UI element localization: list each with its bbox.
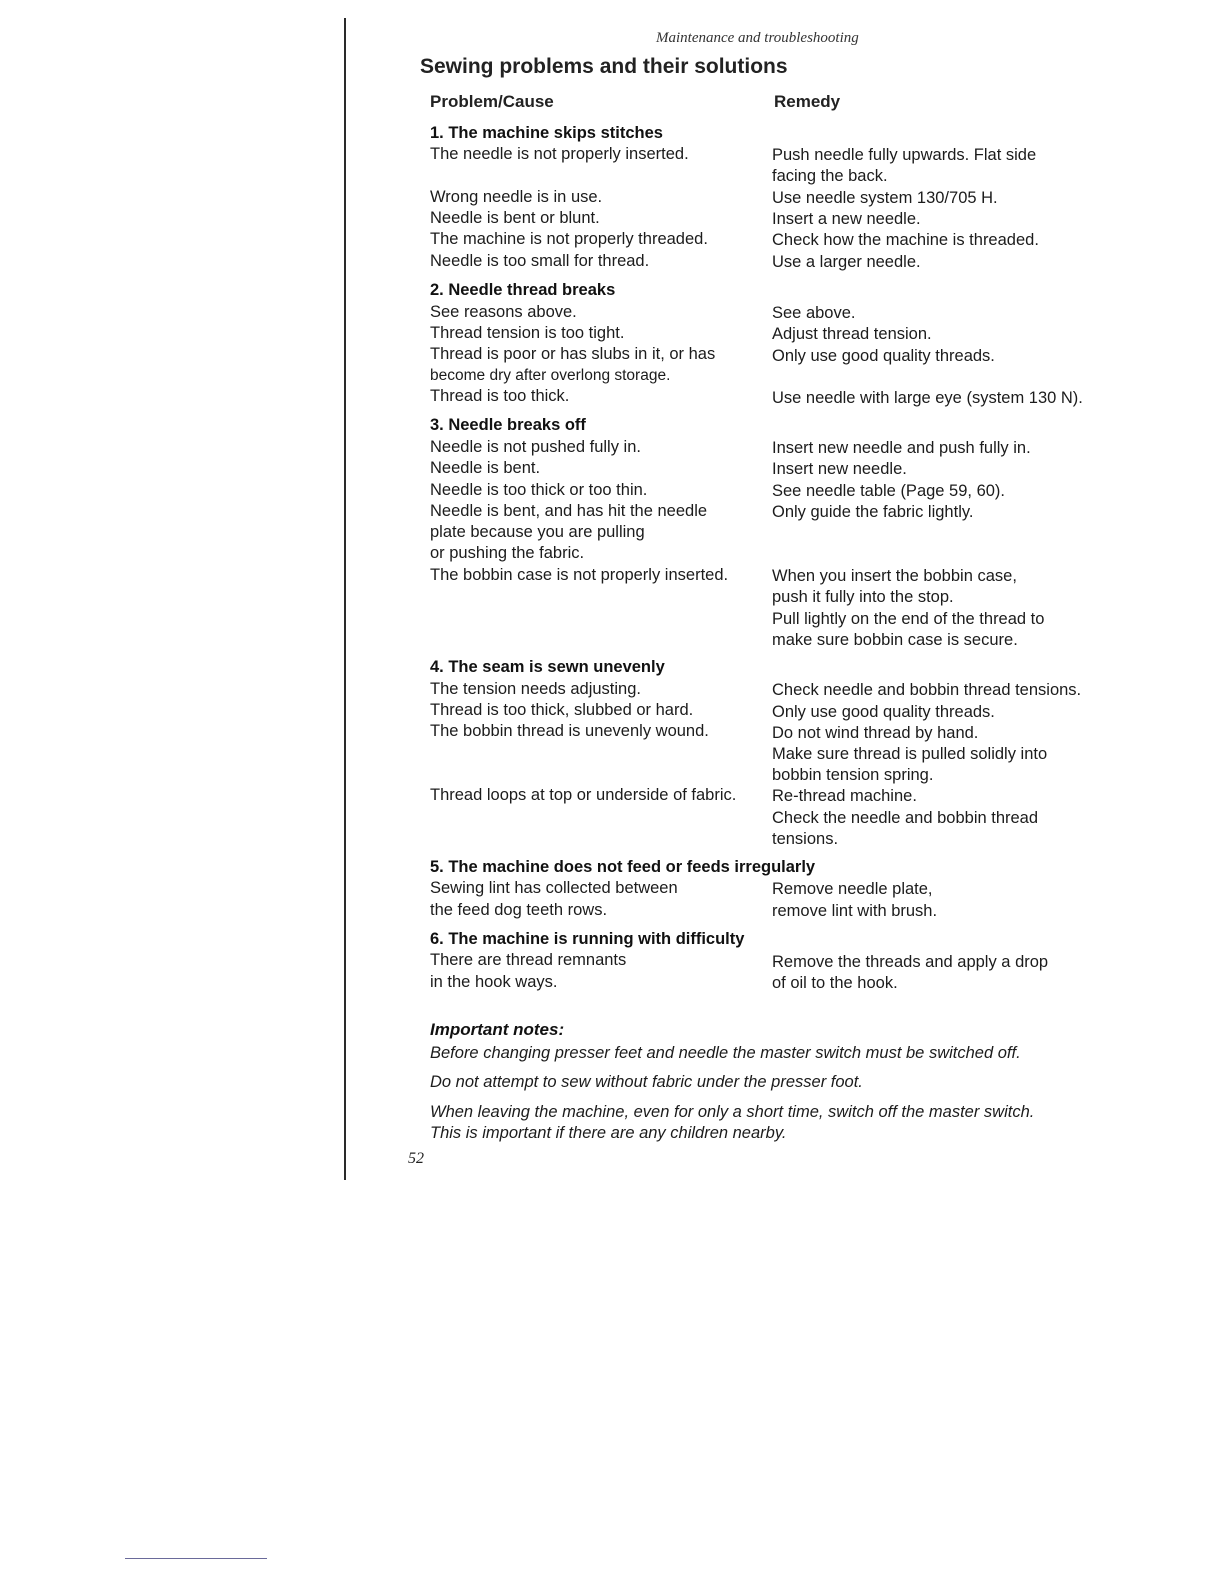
section-title: 1. The machine skips stitches bbox=[430, 124, 663, 142]
cause-line: Wrong needle is in use. bbox=[430, 188, 603, 206]
section-title: 4. The seam is sewn unevenly bbox=[430, 658, 665, 676]
remedy-line: Make sure thread is pulled solidly into bbox=[772, 745, 1048, 763]
remedy-line: Re-thread machine. bbox=[772, 787, 917, 805]
remedy-line: Do not wind thread by hand. bbox=[772, 724, 979, 742]
section-title: 5. The machine does not feed or feeds irregularly bbox=[430, 858, 816, 876]
cause-line: Thread loops at top or underside of fabric. bbox=[430, 786, 737, 804]
cause-line: Thread is too thick. bbox=[430, 387, 570, 405]
remedy-line: facing the back. bbox=[772, 167, 888, 185]
remedy-line: push it fully into the stop. bbox=[772, 588, 954, 606]
remedy-line: Use a larger needle. bbox=[772, 253, 921, 271]
note-line: When leaving the machine, even for only a short time, switch off the master switch. bbox=[430, 1103, 1035, 1121]
remedy-line: bobbin tension spring. bbox=[772, 766, 934, 784]
remedy-line: of oil to the hook. bbox=[772, 974, 898, 992]
cause-line: The bobbin case is not properly inserted. bbox=[430, 566, 729, 584]
cause-line: or pushing the fabric. bbox=[430, 544, 585, 562]
remedy-line: remove lint with brush. bbox=[772, 902, 938, 920]
cause-line: Thread is too thick, slubbed or hard. bbox=[430, 701, 694, 719]
cause-line: Sewing lint has collected between bbox=[430, 879, 678, 897]
remedy-line: See needle table (Page 59, 60). bbox=[772, 482, 1006, 500]
remedy-line: Only use good quality threads. bbox=[772, 703, 995, 721]
column-header-remedy: Remedy bbox=[774, 92, 841, 111]
remedy-line: Remove needle plate, bbox=[772, 880, 933, 898]
remedy-line: When you insert the bobbin case, bbox=[772, 567, 1017, 585]
cause-line: Thread tension is too tight. bbox=[430, 324, 625, 342]
note-line: This is important if there are any children nearby. bbox=[430, 1124, 787, 1142]
cause-line: Needle is bent or blunt. bbox=[430, 209, 600, 227]
cause-line: The machine is not properly threaded. bbox=[430, 230, 708, 248]
note-line: Do not attempt to sew without fabric under the presser foot. bbox=[430, 1073, 863, 1091]
binding-margin-rule bbox=[344, 18, 346, 1180]
remedy-line: Insert new needle and push fully in. bbox=[772, 439, 1031, 457]
column-header-cause: Problem/Cause bbox=[430, 92, 554, 111]
cause-line: The tension needs adjusting. bbox=[430, 680, 641, 698]
page-number: 52 bbox=[408, 1150, 424, 1167]
remedy-line: Pull lightly on the end of the thread to bbox=[772, 610, 1045, 628]
section-title: 6. The machine is running with difficulty bbox=[430, 930, 745, 948]
remedy-line: Check needle and bobbin thread tensions. bbox=[772, 681, 1082, 699]
cause-line: Needle is too small for thread. bbox=[430, 252, 650, 270]
remedy-line: Use needle with large eye (system 130 N). bbox=[772, 389, 1083, 407]
remedy-line: Insert a new needle. bbox=[772, 210, 921, 228]
cause-line: Needle is bent. bbox=[430, 459, 541, 477]
section-title: 3. Needle breaks off bbox=[430, 416, 586, 434]
cause-line: The bobbin thread is unevenly wound. bbox=[430, 722, 709, 740]
cause-line: plate because you are pulling bbox=[430, 523, 645, 541]
running-head: Maintenance and troubleshooting bbox=[656, 30, 859, 46]
cause-line: become dry after overlong storage. bbox=[430, 367, 671, 384]
page-title: Sewing problems and their solutions bbox=[420, 55, 788, 78]
cause-line: in the hook ways. bbox=[430, 973, 558, 991]
remedy-line: Use needle system 130/705 H. bbox=[772, 189, 998, 207]
cause-line: The needle is not properly inserted. bbox=[430, 145, 689, 163]
remedy-line: Insert new needle. bbox=[772, 460, 907, 478]
cause-line: Needle is too thick or too thin. bbox=[430, 481, 648, 499]
remedy-line: Adjust thread tension. bbox=[772, 325, 932, 343]
cause-line: Needle is bent, and has hit the needle bbox=[430, 502, 708, 520]
remedy-line: Push needle fully upwards. Flat side bbox=[772, 146, 1037, 164]
remedy-line: See above. bbox=[772, 304, 856, 322]
cause-line: Needle is not pushed fully in. bbox=[430, 438, 641, 456]
cause-line: There are thread remnants bbox=[430, 951, 627, 969]
cause-line: the feed dog teeth rows. bbox=[430, 901, 608, 919]
footer-rule bbox=[125, 1558, 267, 1559]
remedy-line: Check the needle and bobbin thread bbox=[772, 809, 1039, 827]
remedy-line: Only guide the fabric lightly. bbox=[772, 503, 974, 521]
notes-title: Important notes: bbox=[430, 1020, 565, 1039]
remedy-line: tensions. bbox=[772, 830, 839, 848]
remedy-line: Remove the threads and apply a drop bbox=[772, 953, 1049, 971]
remedy-line: Only use good quality threads. bbox=[772, 347, 995, 365]
cause-line: Thread is poor or has slubs in it, or has bbox=[430, 345, 716, 363]
cause-line: See reasons above. bbox=[430, 303, 577, 321]
remedy-line: make sure bobbin case is secure. bbox=[772, 631, 1018, 649]
remedy-line: Check how the machine is threaded. bbox=[772, 231, 1039, 249]
section-title: 2. Needle thread breaks bbox=[430, 281, 616, 299]
note-line: Before changing presser feet and needle the master switch must be switched off. bbox=[430, 1044, 1021, 1062]
